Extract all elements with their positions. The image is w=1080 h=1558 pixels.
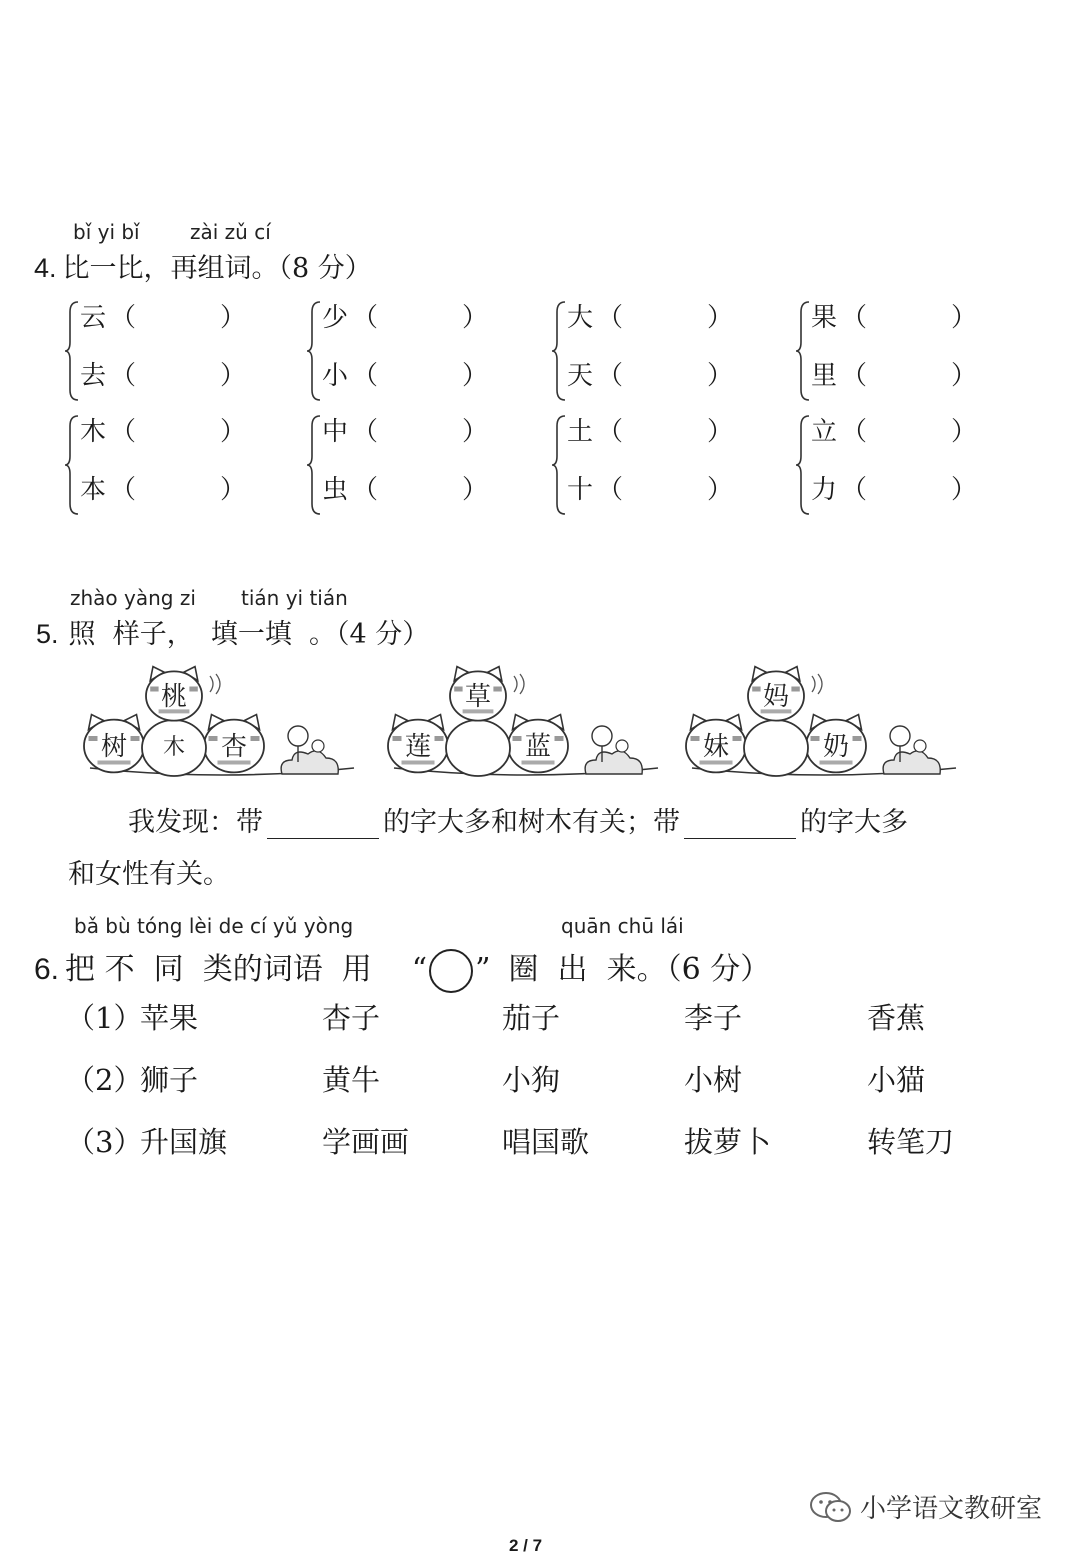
cat-top xyxy=(146,667,202,721)
cat-top xyxy=(450,667,506,721)
right-paren: ） xyxy=(462,361,489,391)
brace-icon xyxy=(64,414,80,516)
motion-marks-icon xyxy=(210,674,220,694)
pair-top-line xyxy=(811,300,977,336)
right-paren: ） xyxy=(951,303,978,333)
q6-row-label: （3） xyxy=(66,1125,143,1159)
q6-title-text-2: 圈 出 来。（6 分） xyxy=(508,952,771,987)
q6-row-label: （1） xyxy=(66,1001,143,1035)
left-paren: （ xyxy=(841,417,868,447)
motion-marks-icon xyxy=(812,674,822,694)
q4-number: 4. xyxy=(34,253,57,283)
cat-left xyxy=(686,715,746,773)
q6-word[interactable]: 小狗 xyxy=(502,1063,561,1097)
left-paren: （ xyxy=(841,475,868,505)
left-paren: （ xyxy=(352,303,379,333)
q6-word[interactable]: 香蕉 xyxy=(867,1001,926,1035)
cat-left xyxy=(388,715,448,773)
q4-title xyxy=(34,246,372,285)
left-paren: （ xyxy=(352,417,379,447)
q6-row xyxy=(0,1120,1080,1160)
right-paren: ） xyxy=(707,475,734,505)
pair-bottom-line xyxy=(322,472,488,508)
cat-character: 莲 xyxy=(404,732,432,762)
pair-top-line xyxy=(567,300,733,336)
q6-circle-icon xyxy=(429,949,473,993)
pair-bottom-char: 小 xyxy=(322,361,349,391)
pair-top-line xyxy=(80,300,246,336)
q6-word[interactable]: 小猫 xyxy=(867,1063,926,1097)
q6-row-label: （2） xyxy=(66,1063,143,1097)
pair-bottom-char: 力 xyxy=(811,475,838,505)
q6-pinyin-1: bǎ bù tóng lèi de cí yǔ yòng xyxy=(74,914,354,938)
left-paren: （ xyxy=(597,361,624,391)
cat-center-radical: 木 xyxy=(162,735,186,760)
pair-bottom-line xyxy=(80,358,246,394)
q6-word[interactable]: 转笔刀 xyxy=(867,1125,955,1159)
right-paren: ） xyxy=(220,475,247,505)
pair-top-char: 云 xyxy=(80,303,107,333)
q5-discovery-line-1 xyxy=(128,800,908,839)
pair-top-line xyxy=(322,300,488,336)
word-pair xyxy=(64,300,247,402)
cat-character: 树 xyxy=(100,732,128,762)
q5-answer-blank-2[interactable] xyxy=(684,808,796,839)
right-paren: ） xyxy=(707,303,734,333)
cat-character: 草 xyxy=(464,682,492,712)
q6-row xyxy=(0,996,1080,1036)
q6-word[interactable]: 拔萝卜 xyxy=(684,1125,772,1159)
pair-top-line xyxy=(322,414,488,450)
pair-bottom-char: 虫 xyxy=(322,475,349,505)
wechat-icon xyxy=(808,1489,854,1525)
q5-title-text: 照 样子， 填一填 。（4 分） xyxy=(68,619,430,650)
right-paren: ） xyxy=(220,417,247,447)
q6-word[interactable]: 学画画 xyxy=(322,1125,410,1159)
pair-top-char: 木 xyxy=(80,417,107,447)
pair-top-line xyxy=(811,414,977,450)
pair-bottom-char: 本 xyxy=(80,475,107,505)
left-paren: （ xyxy=(841,361,868,391)
left-paren: （ xyxy=(597,303,624,333)
left-paren: （ xyxy=(352,361,379,391)
cat-character: 杏 xyxy=(220,732,248,762)
q6-pinyin-2: quān chū lái xyxy=(561,914,684,938)
left-paren: （ xyxy=(597,417,624,447)
q6-word[interactable]: 苹果 xyxy=(140,1001,199,1035)
q4-pinyin-1: bǐ yi bǐ xyxy=(73,220,140,244)
left-paren: （ xyxy=(110,361,137,391)
motion-marks-icon xyxy=(514,674,524,694)
cat-group-1 xyxy=(82,664,362,784)
pair-top-line xyxy=(567,414,733,450)
word-pair xyxy=(795,300,978,402)
q6-word[interactable]: 唱国歌 xyxy=(502,1125,590,1159)
q4-pinyin-2: zài zǔ cí xyxy=(190,220,271,244)
cat-character: 妹 xyxy=(702,732,730,762)
q5-title xyxy=(36,612,429,651)
word-pair xyxy=(306,414,489,516)
pair-top-char: 大 xyxy=(567,303,594,333)
right-paren: ） xyxy=(951,475,978,505)
pair-top-char: 中 xyxy=(322,417,349,447)
q6-word[interactable]: 升国旗 xyxy=(140,1125,228,1159)
q6-word[interactable]: 李子 xyxy=(684,1001,743,1035)
cat-right xyxy=(806,715,866,773)
left-paren: （ xyxy=(110,303,137,333)
pair-bottom-char: 里 xyxy=(811,361,838,391)
q5-discovery-line-2: 和女性有关。 xyxy=(68,859,230,890)
q6-word[interactable]: 黄牛 xyxy=(322,1063,381,1097)
q4-title-text: 比一比，再组词。（8 分） xyxy=(62,253,372,284)
word-pair xyxy=(306,300,489,402)
q5-pinyin-2: tián yi tián xyxy=(241,586,348,610)
shrub-icon xyxy=(883,726,940,774)
right-paren: ） xyxy=(707,417,734,447)
watermark xyxy=(808,1488,1042,1525)
pair-bottom-line xyxy=(811,472,977,508)
shrub-icon xyxy=(585,726,642,774)
brace-icon xyxy=(306,414,322,516)
word-pair xyxy=(551,414,734,516)
cat-character: 妈 xyxy=(762,682,790,712)
brace-icon xyxy=(551,300,567,402)
q6-word[interactable]: 小树 xyxy=(684,1063,743,1097)
right-paren: ） xyxy=(462,417,489,447)
right-paren: ） xyxy=(707,361,734,391)
word-pair xyxy=(551,300,734,402)
pair-bottom-char: 天 xyxy=(567,361,594,391)
cat-right xyxy=(204,715,264,773)
pair-bottom-line xyxy=(567,358,733,394)
cat-center xyxy=(446,720,510,776)
brace-icon xyxy=(64,300,80,402)
pair-bottom-char: 十 xyxy=(567,475,594,505)
cat-group-3 xyxy=(684,664,964,784)
left-paren: （ xyxy=(352,475,379,505)
pair-bottom-line xyxy=(322,358,488,394)
q6-row xyxy=(0,1058,1080,1098)
watermark-text: 小学语文教研室 xyxy=(860,1494,1043,1524)
cat-center xyxy=(744,720,808,776)
cat-character: 奶 xyxy=(822,732,850,762)
q5-discovery-text-2: 的字大多和树木有关；带 xyxy=(383,807,680,838)
q5-pinyin-1: zhào yàng zi xyxy=(70,586,196,610)
pair-bottom-line xyxy=(80,472,246,508)
left-paren: （ xyxy=(110,475,137,505)
pair-top-char: 土 xyxy=(567,417,594,447)
right-paren: ） xyxy=(951,361,978,391)
brace-icon xyxy=(306,300,322,402)
cat-character: 桃 xyxy=(160,682,188,712)
word-pair xyxy=(64,414,247,516)
q6-title-text-1: 把 不 同 类的词语 用 xyxy=(65,952,372,987)
right-paren: ） xyxy=(951,417,978,447)
word-pair xyxy=(795,414,978,516)
brace-icon xyxy=(551,414,567,516)
pair-top-char: 果 xyxy=(811,303,838,333)
q6-word[interactable]: 狮子 xyxy=(140,1063,199,1097)
left-paren: （ xyxy=(110,417,137,447)
page-indicator: 2 / 7 xyxy=(509,1536,543,1555)
cat-left xyxy=(84,715,144,773)
pair-top-char: 立 xyxy=(811,417,838,447)
brace-icon xyxy=(795,414,811,516)
pair-bottom-line xyxy=(567,472,733,508)
pair-bottom-line xyxy=(811,358,977,394)
q6-word[interactable]: 杏子 xyxy=(322,1001,381,1035)
q5-discovery-text-3: 的字大多 xyxy=(800,807,908,838)
q6-quote-close: ” xyxy=(475,952,491,987)
cat-group-2 xyxy=(386,664,666,784)
q6-title xyxy=(34,944,770,993)
pair-top-char: 少 xyxy=(322,303,349,333)
right-paren: ） xyxy=(220,361,247,391)
brace-icon xyxy=(795,300,811,402)
right-paren: ） xyxy=(462,303,489,333)
q6-quote-open: “ xyxy=(411,952,428,987)
pair-top-line xyxy=(80,414,246,450)
q5-answer-blank-1[interactable] xyxy=(267,808,379,839)
q5-number: 5. xyxy=(36,619,59,649)
q5-discovery-text-1: 我发现：带 xyxy=(128,807,263,838)
shrub-icon xyxy=(281,726,338,774)
left-paren: （ xyxy=(841,303,868,333)
q6-word[interactable]: 茄子 xyxy=(502,1001,561,1035)
pair-bottom-char: 去 xyxy=(80,361,107,391)
q6-number: 6. xyxy=(34,953,60,986)
left-paren: （ xyxy=(597,475,624,505)
right-paren: ） xyxy=(462,475,489,505)
cat-character: 蓝 xyxy=(524,732,552,762)
cat-top xyxy=(748,667,804,721)
cat-right xyxy=(508,715,568,773)
right-paren: ） xyxy=(220,303,247,333)
